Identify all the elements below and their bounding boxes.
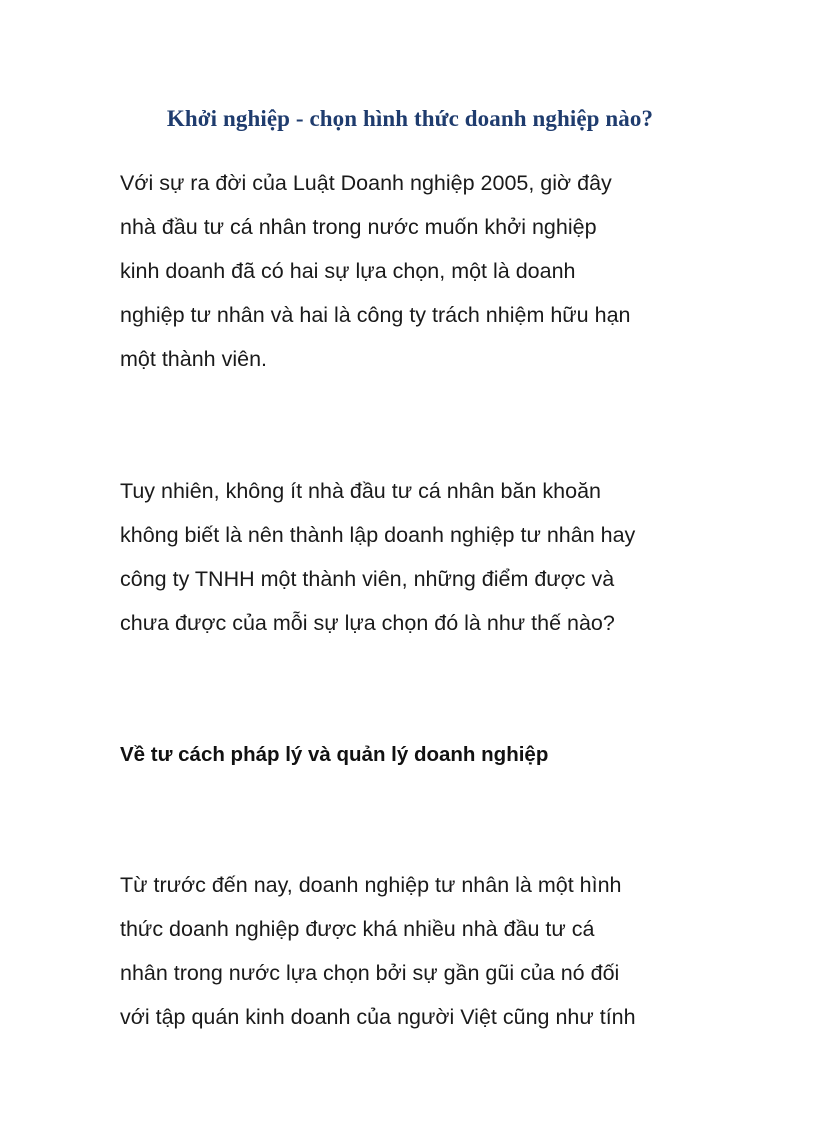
section-heading: Về tư cách pháp lý và quản lý doanh nghiệp (120, 743, 549, 766)
paragraph-line: Với sự ra đời của Luật Doanh nghiệp 2005, giờ đây (120, 171, 612, 195)
paragraph-line: chưa được của mỗi sự lựa chọn đó là như thế nào? (120, 611, 615, 635)
paragraph-line: nhân trong nước lựa chọn bởi sự gần gũi của nó đối (120, 961, 620, 985)
paragraph-spacer (120, 645, 700, 733)
paragraph-line: với tập quán kinh doanh của người Việt cũng như tính (120, 1005, 636, 1029)
paragraph-line: một thành viên. (120, 347, 268, 371)
paragraph-spacer (120, 381, 700, 469)
paragraph-line: không biết là nên thành lập doanh nghiệp tư nhân hay (120, 523, 636, 547)
paragraph-2 (120, 469, 700, 645)
document-content-column (120, 104, 700, 1039)
paragraph-line: thức doanh nghiệp được khá nhiều nhà đầu tư cá (120, 917, 595, 941)
paragraph-line: công ty TNHH một thành viên, những điểm được và (120, 567, 615, 591)
paragraph-line: nghiệp tư nhân và hai là công ty trách nhiệm hữu hạn (120, 303, 631, 327)
paragraph-line: Từ trước đến nay, doanh nghiệp tư nhân là một hình (120, 873, 622, 897)
paragraph-spacer (120, 777, 700, 863)
paragraph-line: Tuy nhiên, không ít nhà đầu tư cá nhân băn khoăn (120, 479, 601, 503)
paragraph-line: kinh doanh đã có hai sự lựa chọn, một là doanh (120, 259, 576, 283)
paragraph-1 (120, 161, 700, 381)
page-title: Khởi nghiệp - chọn hình thức doanh nghiệp nào? (166, 106, 654, 131)
paragraph-line: nhà đầu tư cá nhân trong nước muốn khởi nghiệp (120, 215, 597, 239)
paragraph-3 (120, 863, 700, 1039)
